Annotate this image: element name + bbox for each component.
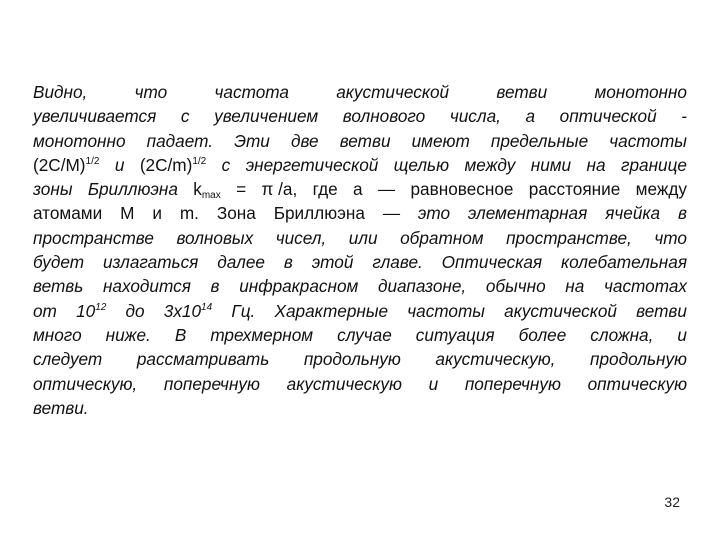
word-text: этой: [311, 252, 354, 273]
word: [590, 347, 687, 371]
word: [126, 299, 145, 323]
word: [594, 80, 687, 104]
word-text: 10: [76, 300, 96, 321]
word-text: элементарная: [467, 203, 588, 224]
word: [506, 226, 632, 250]
word-text: оптическую,: [33, 373, 138, 394]
word-text: частота: [214, 82, 289, 102]
word-text: где: [312, 179, 338, 200]
word: [450, 104, 501, 128]
word: [211, 274, 220, 298]
word-text: далее: [217, 252, 265, 273]
word-text: с: [221, 154, 231, 175]
word: [468, 201, 587, 225]
word: [236, 177, 246, 201]
word: [33, 250, 84, 274]
superscript: 1/2: [85, 155, 100, 167]
word: [215, 80, 289, 104]
word-text: в: [283, 252, 293, 273]
word-text: оптической: [559, 106, 657, 127]
word-text: обратном: [400, 227, 484, 248]
word: [565, 274, 584, 298]
paragraph-line: [33, 80, 687, 104]
word: [378, 274, 466, 298]
word-text: и: [677, 324, 687, 345]
word-text: и: [428, 373, 439, 394]
word-text: и: [114, 154, 125, 175]
word: [33, 104, 156, 128]
word: [261, 177, 297, 201]
word: [222, 153, 231, 177]
word: [103, 274, 191, 298]
word: [604, 274, 687, 298]
word: [135, 80, 168, 104]
word-text: пространстве,: [506, 227, 632, 248]
paragraph-line: [33, 347, 687, 371]
word: [175, 323, 186, 347]
word-text: много: [33, 324, 82, 345]
word-text: ячейка: [605, 203, 661, 224]
word-text: Бриллюэна: [87, 179, 178, 200]
word-text: поперечную: [464, 373, 561, 394]
word: [33, 226, 154, 250]
word-text: или: [348, 227, 378, 248]
word: [88, 177, 178, 201]
word-text: увеличением: [214, 106, 319, 127]
word: [76, 299, 106, 323]
word-text: Характерные: [274, 300, 389, 321]
word-text: k: [193, 179, 202, 200]
word-text: Гц.: [231, 300, 256, 321]
paragraph-line: [33, 153, 687, 177]
word-text: главе.: [372, 252, 423, 273]
word-text: равновесное: [410, 179, 514, 200]
word-text: инфракрасном: [239, 276, 359, 297]
word: [349, 226, 378, 250]
word-text: диапазоне,: [377, 276, 467, 297]
word-text: ветви: [636, 300, 687, 321]
word: [678, 201, 687, 225]
word: [378, 177, 395, 201]
word: [621, 153, 687, 177]
word-text: Видно,: [33, 82, 88, 102]
word: [239, 274, 358, 298]
word: [531, 153, 571, 177]
word-text: Оптическая: [441, 252, 543, 273]
paragraph-line: [33, 250, 687, 274]
word: [636, 177, 687, 201]
word: [442, 250, 542, 274]
word-text: Бриллюэна: [273, 203, 365, 224]
word: [464, 153, 515, 177]
superscript: 1/2: [192, 155, 207, 167]
word-text: частотах: [603, 276, 687, 297]
word-text: =: [236, 179, 247, 200]
word: [210, 323, 313, 347]
paragraph-line: [33, 226, 687, 250]
word: [313, 177, 338, 201]
word: [418, 201, 450, 225]
word-text: чисел,: [275, 227, 327, 248]
word: [416, 323, 495, 347]
word-text: расстояние: [528, 179, 621, 200]
word: [588, 372, 687, 396]
word: [231, 299, 255, 323]
word-text: с: [180, 106, 190, 127]
word: [587, 153, 606, 177]
word-text: продольную: [590, 349, 687, 370]
word-text: частоты: [609, 130, 687, 151]
word-text: π /a,: [261, 179, 298, 200]
paragraph-line: [33, 177, 687, 201]
word: [33, 153, 99, 177]
word-text: оптическую: [587, 373, 687, 394]
word-text: —: [377, 179, 396, 200]
word: [312, 250, 354, 274]
word-text: волновых: [176, 227, 254, 248]
word: [214, 104, 318, 128]
word-text: акустической: [504, 300, 617, 321]
word: [33, 80, 87, 104]
word-text: -: [681, 106, 687, 127]
word-text: волнового: [342, 106, 426, 127]
word-text: ветви.: [33, 397, 89, 418]
word: [519, 323, 567, 347]
word: [383, 201, 400, 225]
word: [287, 372, 402, 396]
word-text: на: [586, 154, 606, 175]
word: [33, 274, 83, 298]
word-text: колебательная: [560, 252, 687, 273]
word: [33, 323, 82, 347]
word: [33, 129, 126, 153]
word-text: продольную: [303, 349, 401, 370]
word-text: следует: [33, 349, 103, 370]
word: [181, 104, 190, 128]
word-text: зоны: [33, 179, 73, 200]
body-paragraph: [33, 80, 687, 420]
word-text: излагаться: [102, 252, 199, 273]
word-text: акустической: [336, 82, 450, 102]
word-text: ними: [530, 154, 572, 175]
word-text: поперечную: [163, 373, 260, 394]
word-text: акустическую,: [435, 349, 556, 370]
word: [343, 104, 425, 128]
word: [275, 299, 389, 323]
paragraph-line: [33, 104, 687, 128]
word: [176, 226, 253, 250]
word-text: числа,: [449, 106, 501, 127]
word-text: 3x10: [163, 300, 202, 321]
word: [274, 201, 365, 225]
superscript: 12: [95, 301, 107, 313]
word: [407, 299, 485, 323]
word-text: что: [654, 227, 687, 248]
word: [560, 104, 657, 128]
word: [491, 129, 588, 153]
word: [337, 323, 392, 347]
word: [372, 250, 422, 274]
word-text: будет: [33, 252, 85, 273]
word-text: Зона: [216, 203, 256, 224]
word: [504, 299, 617, 323]
word-text: между: [464, 154, 516, 175]
word: [561, 250, 687, 274]
word: [465, 372, 561, 396]
word: [435, 347, 555, 371]
word: [412, 129, 470, 153]
word-text: монотонно: [33, 130, 126, 151]
word: [152, 201, 162, 225]
word: [103, 250, 198, 274]
word: [33, 372, 137, 396]
word-text: рассматривать: [136, 349, 270, 370]
word: [429, 372, 439, 396]
word-text: увеличивается: [33, 106, 157, 127]
word: [217, 201, 256, 225]
word-text: —: [382, 203, 400, 224]
word-text: (2C/m): [139, 154, 193, 175]
subscript: max: [201, 190, 221, 202]
word: [304, 347, 401, 371]
word: [120, 201, 134, 225]
page-number: 32: [664, 494, 680, 510]
word-text: акустическую: [286, 373, 402, 394]
word: [486, 274, 546, 298]
word: [677, 323, 687, 347]
word: [246, 153, 379, 177]
word-text: границе: [620, 154, 687, 175]
word: [496, 80, 547, 104]
word-text: в: [677, 203, 687, 224]
paragraph-line: [33, 274, 687, 298]
word-text: энергетической: [245, 154, 379, 175]
word-text: до: [125, 300, 145, 321]
word: [529, 177, 621, 201]
word-text: ветви: [496, 82, 548, 102]
word-text: и: [152, 203, 162, 224]
word: [140, 153, 206, 177]
word-text: (2C/M): [33, 154, 86, 175]
word: [33, 396, 89, 420]
word: [180, 201, 199, 225]
word-text: монотонно: [594, 82, 687, 102]
word: [636, 299, 687, 323]
word: [681, 104, 687, 128]
word-text: две: [290, 130, 319, 151]
word-text: пространстве: [33, 227, 154, 248]
word-text: частоты: [407, 300, 485, 321]
word: [234, 129, 270, 153]
word: [284, 250, 293, 274]
word: [106, 323, 151, 347]
word: [33, 177, 72, 201]
paragraph-line: [33, 201, 687, 225]
word-text: более: [518, 324, 567, 345]
word-text: а: [525, 106, 536, 127]
word-text: имеют: [411, 130, 470, 151]
word-text: Эти: [234, 130, 270, 151]
word: [33, 201, 102, 225]
word: [605, 201, 660, 225]
word-text: на: [565, 276, 585, 297]
word: [291, 129, 319, 153]
word: [164, 299, 212, 323]
word-text: случае: [337, 324, 392, 345]
word-text: ситуация: [415, 324, 495, 345]
word: [115, 153, 125, 177]
word-text: ветви: [339, 130, 391, 151]
word: [137, 347, 269, 371]
word-text: m.: [179, 203, 199, 224]
word-text: между: [635, 179, 687, 200]
word-text: находится: [102, 276, 191, 297]
word-text: предельные: [490, 130, 589, 151]
word-text: падает.: [146, 130, 213, 151]
word-text: M: [120, 203, 135, 224]
word: [340, 129, 391, 153]
word-text: ниже.: [105, 324, 151, 345]
paragraph-line: [33, 372, 687, 396]
word: [33, 347, 102, 371]
word-text: атомами: [33, 203, 103, 224]
word-text: от: [33, 300, 57, 321]
paragraph-line: [33, 323, 687, 347]
word: [410, 177, 513, 201]
paragraph-line: [33, 129, 687, 153]
word-text: ветвь: [33, 276, 84, 297]
word: [590, 323, 653, 347]
word-text: трехмерном: [210, 324, 314, 345]
word-text: щелью: [393, 154, 450, 175]
word-text: это: [417, 203, 451, 224]
word-text: в: [210, 276, 220, 297]
word: [400, 226, 483, 250]
word: [147, 129, 213, 153]
word: [33, 299, 57, 323]
word: [526, 104, 536, 128]
paragraph-line: [33, 299, 687, 323]
word: [276, 226, 327, 250]
paragraph-line: [33, 396, 687, 420]
word: [353, 177, 363, 201]
word-text: обычно: [485, 276, 546, 297]
word: [336, 80, 449, 104]
superscript: 14: [201, 301, 213, 313]
word: [193, 177, 221, 201]
word: [609, 129, 687, 153]
word: [217, 250, 265, 274]
word-text: В: [174, 324, 187, 345]
word-text: что: [134, 82, 168, 102]
word: [394, 153, 449, 177]
word-text: сложна,: [590, 324, 654, 345]
word-text: a: [353, 179, 363, 200]
word: [164, 372, 260, 396]
word: [654, 226, 687, 250]
